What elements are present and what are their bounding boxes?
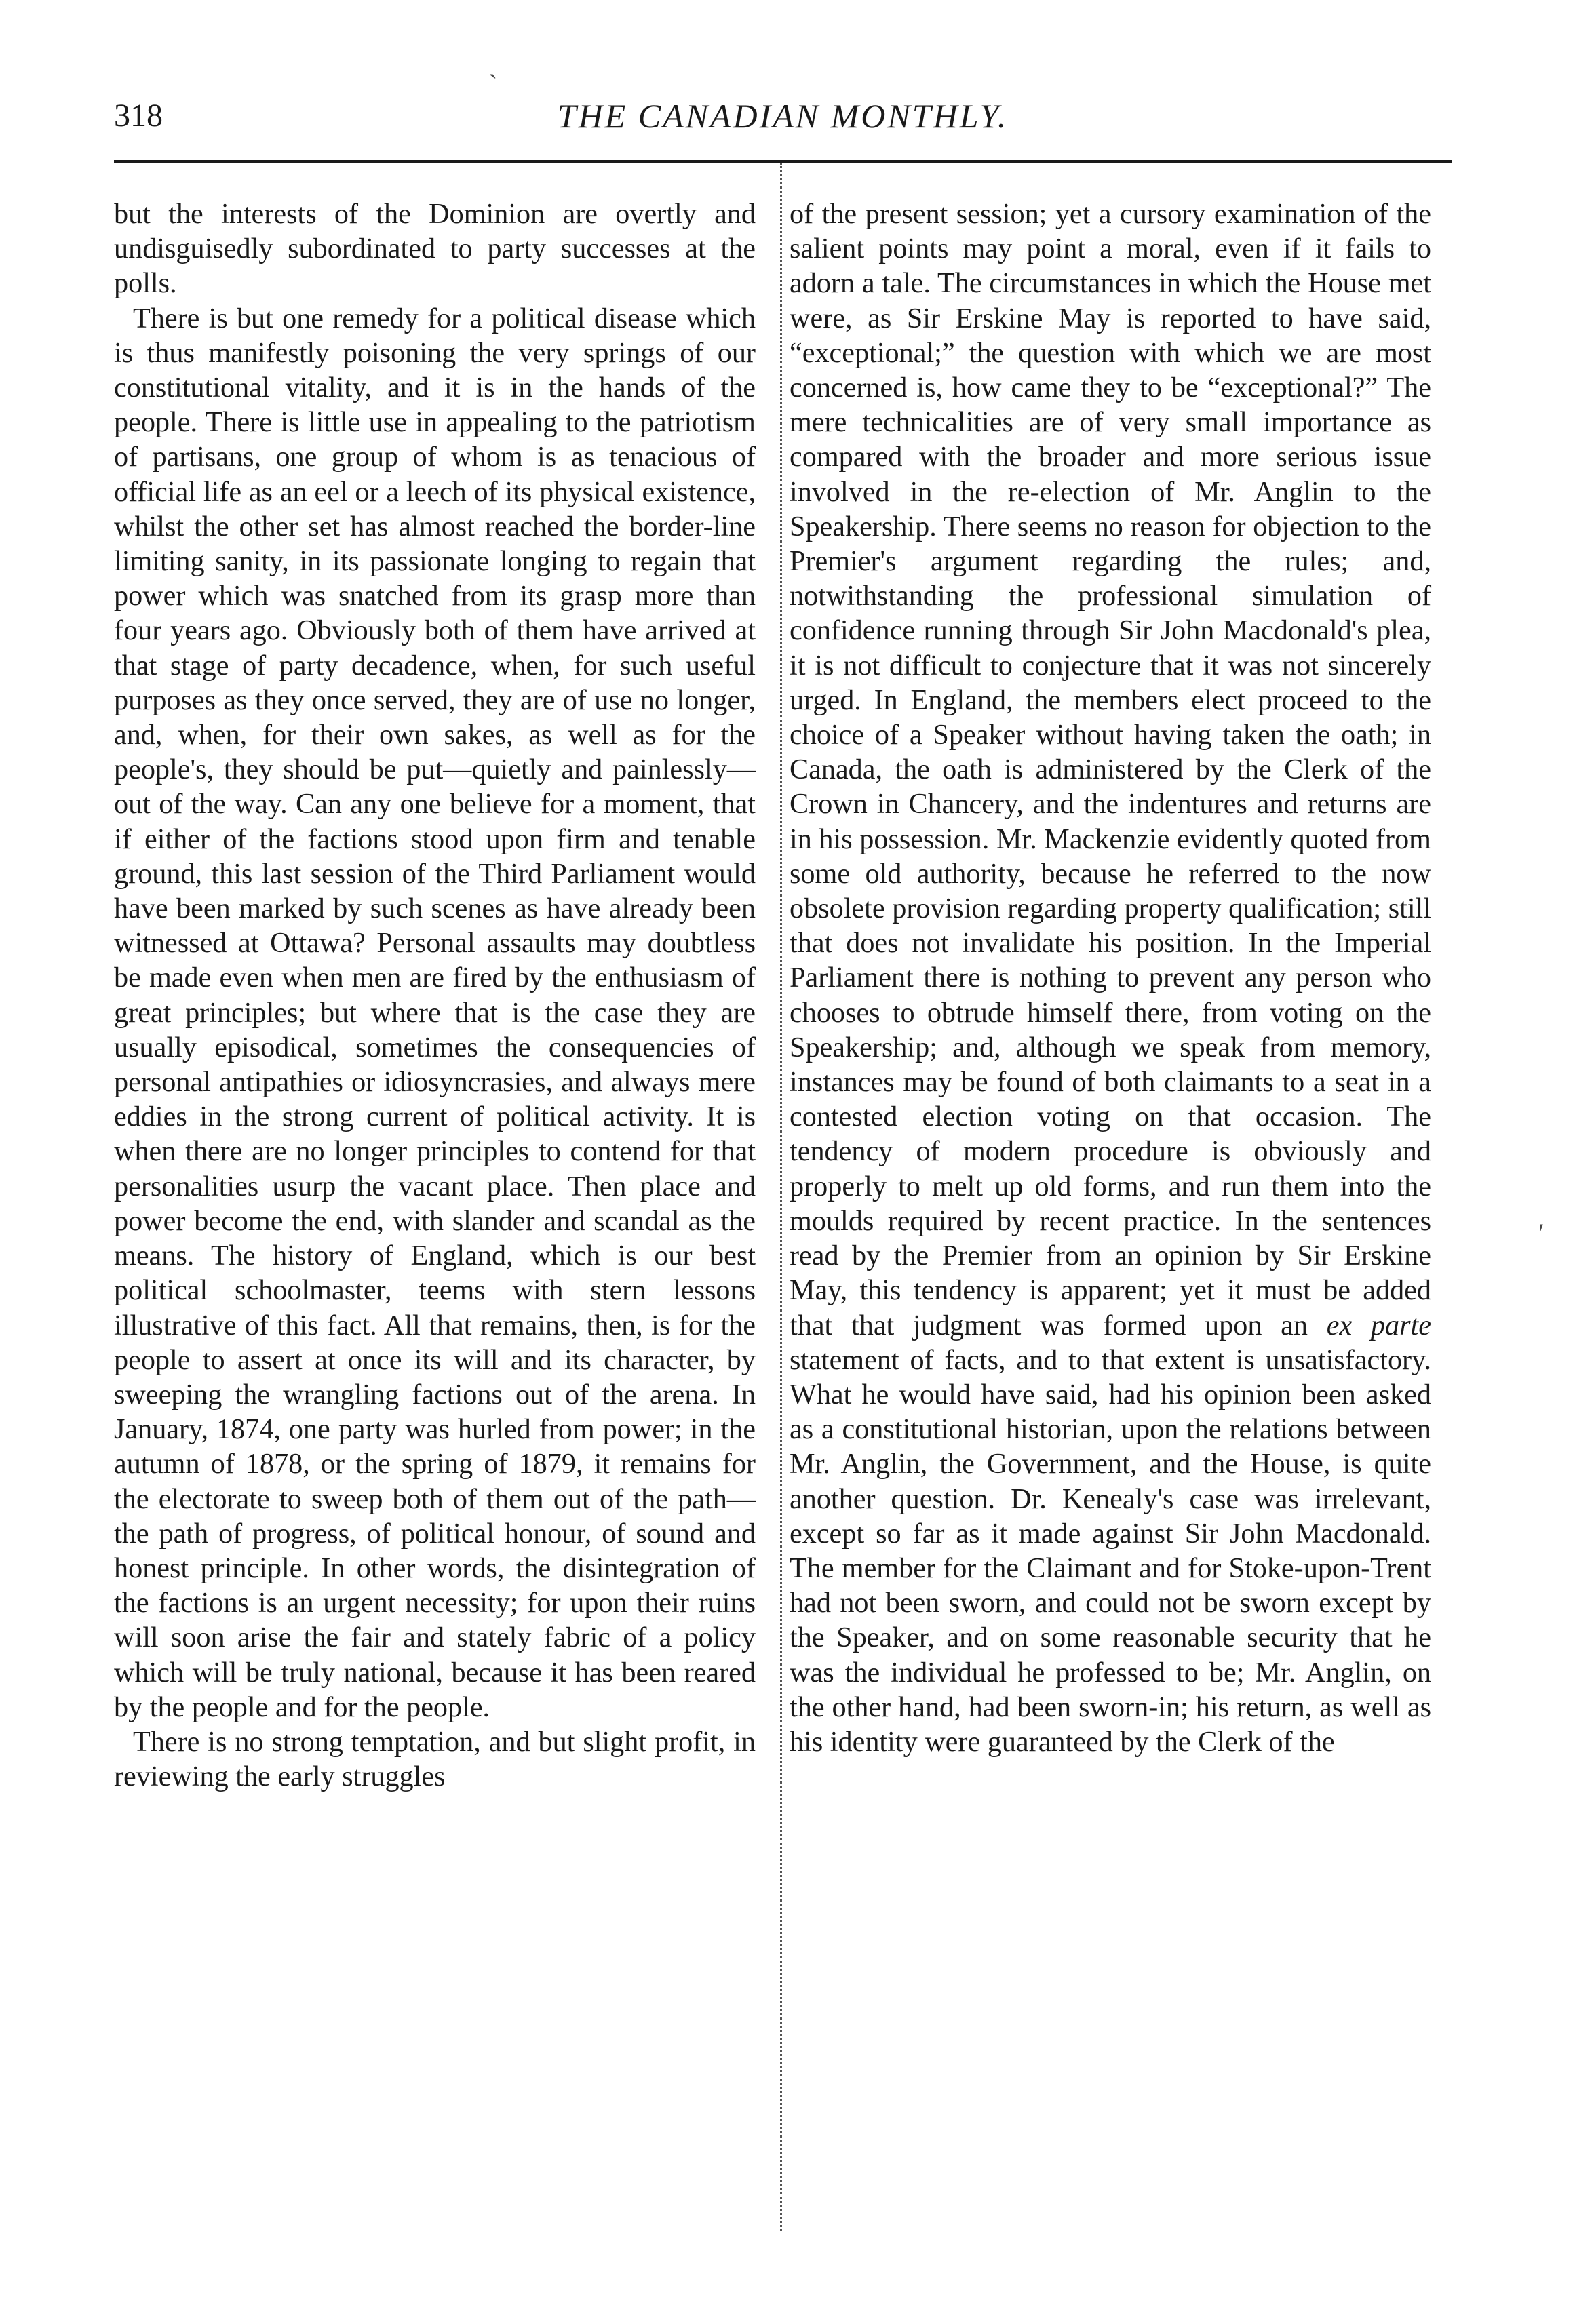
column-divider (780, 163, 782, 2231)
paragraph: There is but one remedy for a political disease which is thus manifestly poisoning the very springs of our constitutional vitality, and it is in the hands of the people. There is little use in appealing to the patriotism of partisans, one group of whom is as tenacious of official life as an eel or a leech of its physical existence, whilst the other set has almost reached the border-line limiting sanity, in its passionate longing to regain that power which was snatched from its grasp more than four years ago. Obviously both of them have arrived at that stage of party decadence, when, for such useful purposes as they once served, they are of use no longer, and, when, for their own sakes, as well as for the people's, they should be put—quietly and painlessly—out of the way. Can any one believe for a moment, that if either of the factions stood upon firm and tenable ground, this last session of the Third Parliament would have been marked by such scenes as have already been witnessed at Ottawa? Personal assaults may doubtless be made even when men are fired by the enthusiasm of great principles; but where that is the case they are usually episodical, sometimes the consequencies of personal antipathies or idiosyncrasies, and always mere eddies in the strong current of political activity. It is when there are no longer principles to contend for that personalities usurp the vacant place. Then place and power become the end, with slander and scandal as the means. The history of England, which is our best political schoolmaster, teems with stern lessons illustrative of this fact. All that remains, then, is for the people to assert at once its will and its character, by sweeping the wrangling factions out of the arena. In January, 1874, one party was hurled from power; in the autumn of 1878, or the spring of 1879, it remains for the electorate to sweep both of them out of the path—the path of progress, of political honour, of sound and honest principle. In other words, the disintegration of the factions is an urgent necessity; for upon their ruins will soon arise the fair and stately fabric of a policy which will be truly national, because it has been reared by the people and for the people. (114, 302, 756, 1723)
page-number: 318 (114, 98, 163, 134)
margin-mark: ʹ (1538, 1218, 1544, 1248)
italic-phrase: ex parte (1326, 1309, 1431, 1341)
paragraph-text: of the present session; yet a cursory examination of the salient points may point a moral, even if it fails to adorn a tale. The circumstances in which the House met were, as Sir Erskine May is reported to have said, “exceptional;” the question with which we are most concerned is, how came they to be “exceptional?” The mere technicalities are of very small importance as compared with the broader and more serious issue involved in the re-election of Mr. Anglin to the Speakership. There seems no reason for objection to the Premier's argument regarding the rules; and, notwithstanding the professional simulation of confidence running through Sir John Macdonald's plea, it is not difficult to conjecture that it was not sincerely urged. In England, the members elect proceed to the choice of a Speaker without having taken the oath; in Canada, the oath is administered by the Clerk of the Crown in Chancery, and the indentures and returns are in his possession. Mr. Mackenzie evidently quoted from some old authority, because he referred to the now obsolete provision regarding property qualification; still that does not invalidate his position. In the Imperial Parliament there is nothing to prevent any person who chooses to obtrude himself there, from voting on the Speakership; and, although we speak from memory, instances may be found of both claimants to a seat in a contested election voting on that occasion. The tendency of modern procedure is obviously and properly to melt up old forms, and run them into the moulds required by recent practice. In the sentences read by the Premier from an opinion by Sir Erskine May, this tendency is apparent; yet it must be added that that judgment was formed upon an (790, 198, 1431, 1341)
running-title: THE CANADIAN MONTHLY. (557, 97, 1009, 135)
paragraph (790, 197, 1431, 1759)
paragraph: There is no strong temptation, and but slight profit, in reviewing the early struggles (114, 1725, 756, 1793)
paragraph-text: statement of facts, and to that extent is unsatisfactory. What he would have said, had his opinion been asked as a constitutional historian, upon the relations between Mr. Anglin, the Government, and the House, is quite another question. Dr. Kenealy's case was irrelevant, except so far as it made against Sir John Macdonald. The member for the Claimant and for Stoke-upon-Trent had not been sworn, and could not be sworn except by the Speaker, and on some reasonable security that he was the individual he professed to be; Mr. Anglin, on the other hand, had been sworn-in; his return, as well as his identity were guaranteed by the Clerk of the (790, 1343, 1431, 1758)
left-column (114, 197, 756, 1794)
running-header (114, 85, 1452, 146)
right-column (790, 197, 1431, 1759)
paragraph: but the interests of the Dominion are overtly and undisguisedly subordinated to party successes at the polls. (114, 198, 756, 300)
margin-mark: ˏ (488, 48, 498, 79)
header-rule (114, 160, 1452, 163)
